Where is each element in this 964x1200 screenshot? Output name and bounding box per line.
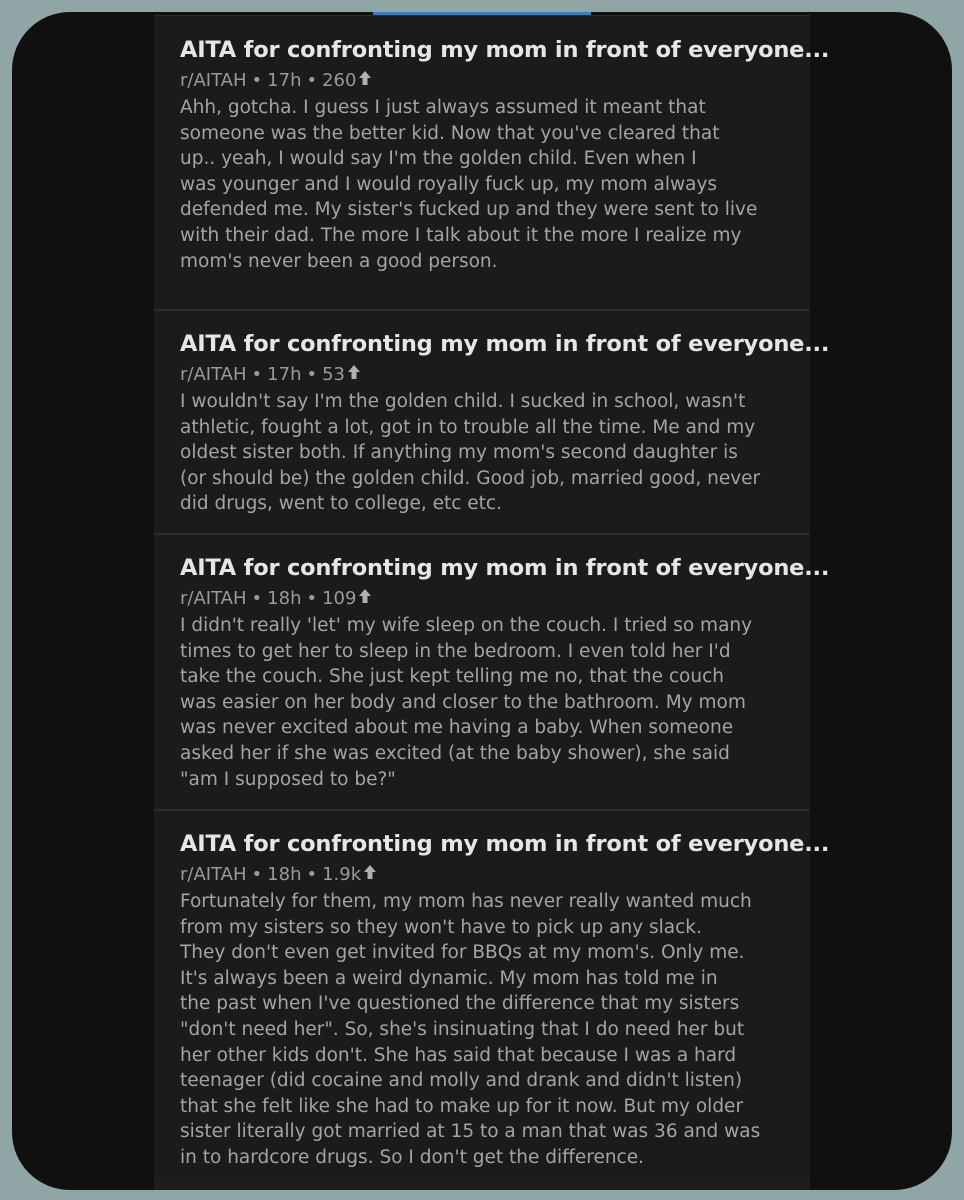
comment-body-line: asked her if she was excited (at the baby shower), she said xyxy=(180,742,730,764)
upvote-arrow-icon xyxy=(358,587,372,611)
next-comment-edge xyxy=(154,1178,810,1190)
subreddit-link[interactable]: r/AITAH xyxy=(180,588,247,609)
post-title[interactable]: AITA for confronting my mom in front of everyone... xyxy=(180,37,830,63)
comment-body-line: "don't need her". So, she's insinuating that I do need her but xyxy=(180,1018,745,1040)
comment-body-line: I wouldn't say I'm the golden child. I sucked in school, wasn't xyxy=(180,391,746,412)
comment-body-line: was younger and I would royally fuck up, my mom always xyxy=(180,173,718,195)
post-title[interactable]: AITA for confronting my mom in front of everyone... xyxy=(180,331,830,357)
comment-body-line: I didn't really 'let' my wife sleep on the couch. I tried so many xyxy=(180,615,753,636)
comment-body-line: from my sisters so they won't have to pick up any slack. xyxy=(180,916,702,938)
device-frame xyxy=(12,12,952,1190)
meta-separator: • xyxy=(251,588,263,609)
comment-body-line: times to get her to sleep in the bedroom. I even told her I'd xyxy=(180,640,731,662)
comment-item[interactable] xyxy=(154,535,830,811)
upvote-arrow-icon xyxy=(363,863,377,887)
comment-body-line: up.. yeah, I would say I'm the golden child. Even when I xyxy=(180,148,697,170)
comment-body-line: sister literally got married at 15 to a man that was 36 and was xyxy=(180,1121,761,1143)
comment-body-line: Fortunately for them, my mom has never really wanted much xyxy=(180,891,752,912)
comment-body-line: did drugs, went to college, etc etc. xyxy=(180,493,502,515)
comment-body-line: take the couch. She just kept telling me no, that the couch xyxy=(180,666,724,688)
subreddit-link[interactable]: r/AITAH xyxy=(180,70,247,91)
upvote-arrow-icon xyxy=(347,363,361,387)
divider xyxy=(154,15,810,16)
comment-body-line: athletic, fought a lot, got in to trouble all the time. Me and my xyxy=(180,416,756,438)
comment-body-line: mom's never been a good person. xyxy=(180,250,498,272)
comment-item[interactable] xyxy=(154,35,830,311)
meta-separator: • xyxy=(251,364,263,385)
comment-age: 18h xyxy=(267,864,302,885)
comment-body xyxy=(180,389,792,517)
comment-body-line: "am I supposed to be?" xyxy=(180,768,396,790)
comment-body-line: It's always been a weird dynamic. My mom has told me in xyxy=(180,967,718,989)
comment-age: 17h xyxy=(267,364,302,385)
comment-meta xyxy=(180,363,792,387)
comment-meta xyxy=(180,587,792,611)
comment-meta xyxy=(180,863,792,887)
meta-separator: • xyxy=(306,864,318,885)
meta-separator: • xyxy=(251,70,263,91)
subreddit-link[interactable]: r/AITAH xyxy=(180,364,247,385)
comment-score: 109 xyxy=(322,588,357,609)
comment-body-line: oldest sister both. If anything my mom's second daughter is xyxy=(180,442,738,464)
comment-body-line: was easier on her body and closer to the bathroom. My mom xyxy=(180,691,746,713)
comment-age: 18h xyxy=(267,588,302,609)
meta-separator: • xyxy=(306,588,318,609)
comment-body xyxy=(180,613,792,792)
comment-body-line: someone was the better kid. Now that you've cleared that xyxy=(180,122,720,144)
comment-body-line: that she felt like she had to make up for it now. But my older xyxy=(180,1095,744,1117)
comment-item[interactable] xyxy=(154,811,830,1178)
comment-score: 53 xyxy=(322,364,346,385)
post-title[interactable]: AITA for confronting my mom in front of everyone... xyxy=(180,555,830,581)
meta-separator: • xyxy=(306,70,318,91)
comment-age: 17h xyxy=(267,70,302,91)
comment-body xyxy=(180,889,792,1171)
post-title[interactable]: AITA for confronting my mom in front of everyone... xyxy=(180,831,830,857)
comment-item[interactable] xyxy=(154,311,830,535)
comment-body-line: in to hardcore drugs. So I don't get the difference. xyxy=(180,1146,644,1168)
comment-body-line: was never excited about me having a baby. When someone xyxy=(180,717,734,739)
comment-body-line: teenager (did cocaine and molly and drank and didn't listen) xyxy=(180,1070,743,1092)
comment-body-line: (or should be) the golden child. Good job, married good, never xyxy=(180,467,761,489)
comment-body-line: Ahh, gotcha. I guess I just always assumed it meant that xyxy=(180,97,706,118)
meta-separator: • xyxy=(306,364,318,385)
subreddit-link[interactable]: r/AITAH xyxy=(180,864,247,885)
comment-body-line: her other kids don't. She has said that because I was a hard xyxy=(180,1044,737,1066)
comment-body-line: the past when I've questioned the difference that my sisters xyxy=(180,993,740,1015)
upvote-arrow-icon xyxy=(358,69,372,93)
comment-score: 260 xyxy=(322,70,357,91)
comment-score: 1.9k xyxy=(322,864,362,885)
comment-body xyxy=(180,95,792,274)
comment-body-line: They don't even get invited for BBQs at my mom's. Only me. xyxy=(180,942,745,964)
comment-meta xyxy=(180,69,792,93)
meta-separator: • xyxy=(251,864,263,885)
comment-feed[interactable] xyxy=(154,15,830,1190)
comment-body-line: defended me. My sister's fucked up and they were sent to live xyxy=(180,199,758,221)
comment-body-line: with their dad. The more I talk about it the more I realize my xyxy=(180,224,742,246)
